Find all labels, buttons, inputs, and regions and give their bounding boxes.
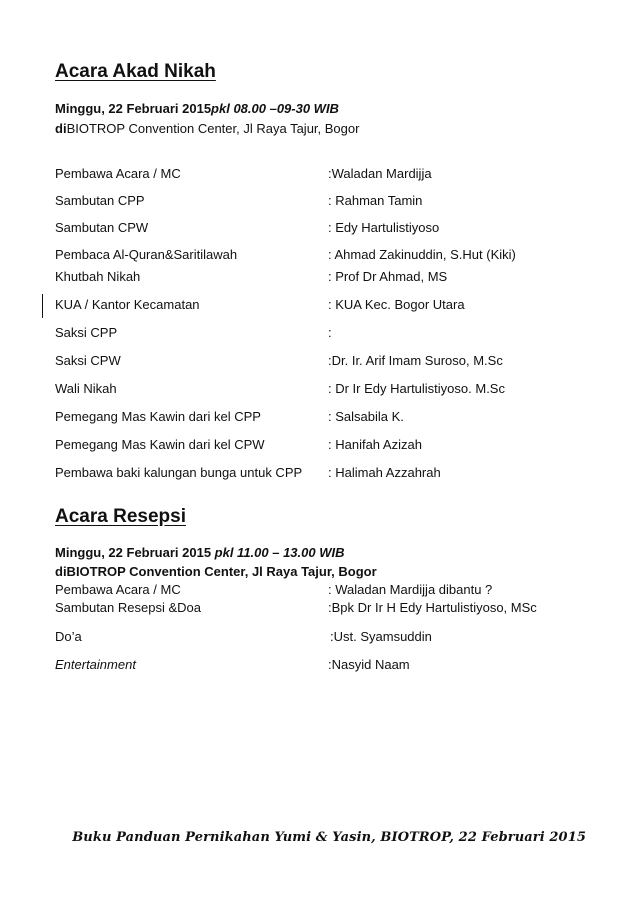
akad-row-value: : Prof Dr Ahmad, MS [328, 269, 448, 284]
akad-row-label: Wali Nikah [55, 381, 117, 396]
akad-row [55, 296, 638, 314]
akad-row-value: :Dr. Ir. Arif Imam Suroso, M.Sc [328, 353, 503, 368]
resepsi-date-line [55, 546, 345, 559]
akad-row [55, 246, 638, 264]
akad-row-label: Sambutan CPP [55, 193, 145, 208]
page-footer: Buku Panduan Pernikahan Yumi & Yasin, BIOTROP, 22 Februari 2015 [72, 830, 586, 845]
resepsi-row [55, 628, 638, 646]
akad-row-value: : Ahmad Zakinuddin, S.Hut (Kiki) [328, 247, 516, 262]
resepsi-date: Minggu, 22 Februari 2015 [55, 545, 215, 560]
resepsi-row [55, 656, 638, 674]
resepsi-row-value: :Ust. Syamsuddin [330, 629, 432, 644]
akad-time: pkl 08.00 –09-30 WIB [211, 101, 339, 116]
akad-row-label: Saksi CPW [55, 353, 121, 368]
akad-venue-text: BIOTROP Convention Center, Jl Raya Tajur, Bogor [66, 121, 360, 136]
resepsi-row-label: Pembawa Acara / MC [55, 582, 181, 597]
resepsi-title: Acara Resepsi [55, 506, 186, 527]
akad-row [55, 380, 638, 398]
akad-row-value: : [328, 325, 332, 340]
akad-row-label: Pembawa Acara / MC [55, 166, 181, 181]
resepsi-row-value: :Bpk Dr Ir H Edy Hartulistiyoso, MSc [328, 600, 537, 615]
resepsi-row [55, 581, 638, 599]
akad-row-value: : Halimah Azzahrah [328, 465, 441, 480]
akad-row [55, 324, 638, 342]
akad-title: Acara Akad Nikah [55, 61, 216, 82]
akad-row-label: Pembawa baki kalungan bunga untuk CPP [55, 465, 303, 480]
resepsi-time: pkl 11.00 – 13.00 WIB [214, 545, 345, 560]
akad-row-value: : Dr Ir Edy Hartulistiyoso. M.Sc [328, 381, 505, 396]
akad-row [55, 219, 638, 237]
resepsi-row-value: :Nasyid Naam [328, 657, 410, 672]
akad-row-label: Saksi CPP [55, 325, 118, 340]
akad-venue-line [55, 122, 359, 135]
akad-row-value: : Hanifah Azizah [328, 437, 422, 452]
akad-row-value: : Edy Hartulistiyoso [328, 220, 440, 235]
akad-row [55, 268, 638, 286]
akad-row-label: Pemegang Mas Kawin dari kel CPW [55, 437, 265, 452]
akad-row-label: KUA / Kantor Kecamatan [55, 297, 200, 312]
resepsi-row-label: Entertainment [55, 657, 136, 672]
akad-row-label: Pembaca Al-Quran&Saritilawah [55, 247, 238, 262]
akad-row-label: Sambutan CPW [55, 220, 149, 235]
akad-row-value: : KUA Kec. Bogor Utara [328, 297, 465, 312]
akad-row [55, 408, 638, 426]
akad-date-line [55, 102, 339, 115]
akad-row [55, 192, 638, 210]
akad-row [55, 464, 638, 482]
akad-row-label: Pemegang Mas Kawin dari kel CPP [55, 409, 261, 424]
resepsi-row-label: Do’a [55, 629, 82, 644]
akad-row-value: : Rahman Tamin [328, 193, 423, 208]
akad-row [55, 165, 638, 183]
akad-row [55, 352, 638, 370]
akad-row [55, 436, 638, 454]
resepsi-row-label: Sambutan Resepsi &Doa [55, 600, 201, 615]
akad-row-label: Khutbah Nikah [55, 269, 141, 284]
text-cursor [42, 294, 43, 318]
akad-row-value: :Waladan Mardijja [328, 166, 432, 181]
resepsi-row-value: : Waladan Mardijja dibantu ? [328, 582, 493, 597]
resepsi-venue-line: diBIOTROP Convention Center, Jl Raya Tajur, Bogor [55, 564, 377, 579]
resepsi-row [55, 599, 638, 617]
akad-date: Minggu, 22 Februari 2015 [55, 101, 212, 116]
akad-row-value: : Salsabila K. [328, 409, 404, 424]
akad-venue-prefix: di [55, 121, 67, 136]
